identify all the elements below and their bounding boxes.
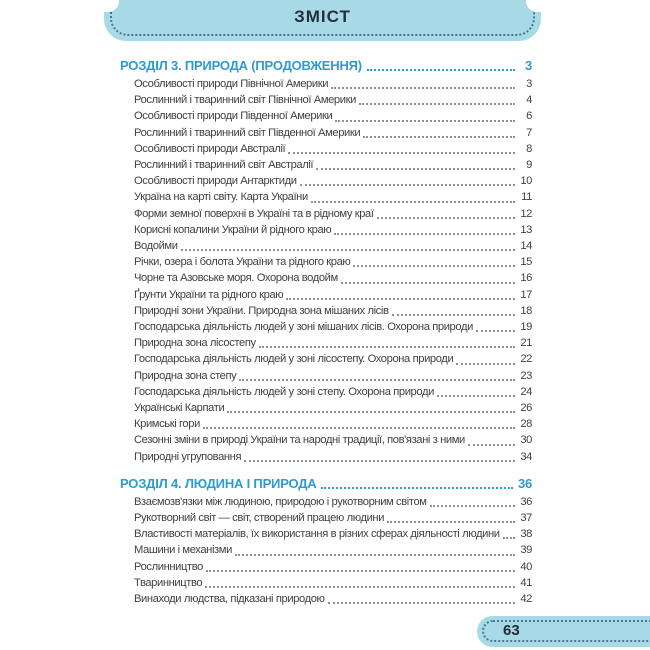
toc-entry-page-number: 11: [521, 191, 532, 204]
dot-leader: [300, 184, 515, 186]
toc-entry-label: Корисні копалини України й рідного краю: [134, 223, 332, 236]
section-entries: [120, 76, 532, 465]
toc-entry-page-number: 24: [520, 385, 532, 398]
toc-entry-label: Рукотворний світ — світ, створений працею людини: [134, 512, 385, 525]
toc-entry-label: Річки, озера і болота України та рідного краю: [134, 256, 351, 269]
toc-entry: [120, 157, 532, 173]
toc-entry: [120, 76, 532, 92]
dot-leader: [377, 217, 515, 219]
dot-leader: [227, 411, 515, 413]
section-title: РОЗДІЛ 4. ЛЮДИНА І ПРИРОДА: [120, 475, 317, 491]
toc-entry: [120, 238, 532, 254]
toc-entry-label: Властивості матеріалів, їх використання в різних сферах діяльності людини: [134, 528, 500, 541]
toc-entry: [120, 384, 532, 400]
toc-entry-label: Машини і механізми: [134, 544, 232, 557]
toc-entry-label: Форми земної поверхні в Україні та в рідному краї: [134, 207, 374, 220]
toc-entry: [120, 351, 532, 367]
toc-entry-page-number: 15: [520, 256, 532, 269]
dot-leader: [359, 103, 515, 105]
toc-entry-page-number: 4: [526, 94, 532, 107]
toc-entry-label: Природна зона степу: [134, 369, 237, 382]
toc-entry-label: Українські Карпати: [134, 402, 225, 415]
toc-entry-page-number: 17: [520, 288, 532, 301]
toc-entry-label: Природні угруповання: [134, 450, 242, 463]
section-title: РОЗДІЛ 3. ПРИРОДА (ПРОДОВЖЕННЯ): [120, 58, 362, 73]
toc-entry: [120, 400, 532, 416]
toc-entry: [120, 319, 532, 335]
toc-entry-page-number: 3: [526, 78, 532, 90]
toc-section: [120, 475, 532, 607]
toc-entry-label: Тваринництво: [134, 576, 203, 589]
toc-entry: [120, 254, 532, 270]
toc-entry-label: Особливості природи Північної Америки: [134, 78, 329, 90]
toc-entry-page-number: 38: [520, 528, 532, 541]
toc-entry-page-number: 8: [526, 142, 532, 155]
page-number: 63: [503, 622, 520, 639]
toc-entry: [120, 335, 532, 351]
dot-leader: [367, 69, 515, 71]
dot-leader: [341, 282, 515, 284]
toc-entry: [120, 542, 532, 558]
toc-entry-page-number: 39: [520, 544, 532, 557]
dot-leader: [430, 505, 515, 507]
dot-leader: [239, 379, 515, 381]
toc-entry: [120, 526, 532, 542]
toc-entry-label: Водойми: [134, 240, 178, 253]
dot-leader: [387, 521, 515, 523]
toc-entry-page-number: 18: [520, 304, 532, 317]
toc-entry: [120, 222, 532, 238]
section-heading: [120, 57, 532, 74]
toc-entry: [120, 92, 532, 108]
toc-entry: [120, 141, 532, 157]
dot-leader: [235, 554, 515, 556]
toc-entry-label: Господарська діяльність людей у зоні мішаних лісів. Охорона природи: [134, 321, 473, 334]
toc-entry: [120, 559, 532, 575]
toc-entry-page-number: 10: [520, 175, 532, 188]
toc-entry-label: Природна зона лісостепу: [134, 337, 256, 350]
toc-entry-page-number: 28: [520, 418, 532, 431]
dot-leader: [328, 602, 515, 604]
toc-entry-page-number: 16: [520, 272, 532, 285]
dot-leader: [334, 233, 515, 235]
toc-entry-page-number: 21: [520, 337, 532, 350]
toc-entry-label: Господарська діяльність людей у зоні лісостепу. Охорона природи: [134, 353, 454, 366]
dot-leader: [244, 460, 515, 462]
toc-entry-label: Чорне та Азовське моря. Охорона водойм: [134, 272, 338, 285]
toc-entry-label: Особливості природи Антарктиди: [134, 175, 297, 188]
toc-entry-page-number: 37: [520, 512, 532, 525]
contents-header-tab: [104, 0, 541, 41]
toc-entry-label: Рослинний і тваринний світ Північної Америки: [134, 94, 356, 107]
toc-entry-page-number: 42: [520, 593, 532, 606]
toc-entry: [120, 510, 532, 526]
dot-leader: [363, 136, 515, 138]
dot-leader: [468, 444, 515, 446]
dot-leader: [205, 586, 515, 588]
toc-entry: [120, 432, 532, 448]
toc-entry-page-number: 13: [520, 223, 532, 236]
dot-leader: [437, 395, 515, 397]
toc-entry: [120, 303, 532, 319]
toc-entry-label: Особливості природи Південної Америки: [134, 110, 333, 123]
dot-leader: [181, 249, 515, 251]
toc-entry-label: Рослинний і тваринний світ Австралії: [134, 159, 314, 172]
toc-entry-label: Україна на карті світу. Карта України: [134, 191, 308, 204]
dot-leader: [335, 120, 515, 122]
toc-section: [120, 57, 532, 465]
dot-leader: [288, 152, 515, 154]
toc-entry: [120, 368, 532, 384]
toc-entry-page-number: 14: [520, 240, 532, 253]
toc-entry: [120, 449, 532, 465]
dot-leader: [503, 537, 515, 539]
toc-entry-page-number: 12: [520, 207, 532, 220]
toc-entry-page-number: 7: [526, 126, 532, 139]
toc-entry: [120, 125, 532, 141]
toc-entry-page-number: 41: [520, 576, 532, 589]
toc-entry-page-number: 19: [520, 321, 532, 334]
toc-entry-label: Особливості природи Австралії: [134, 142, 286, 155]
section-entries: [120, 494, 532, 607]
toc-entry-label: Рослинництво: [134, 560, 203, 573]
dot-leader: [456, 363, 515, 365]
toc-entry-page-number: 22: [520, 353, 532, 366]
toc-entry-label: Природні зони України. Природна зона мішаних лісів: [134, 304, 389, 317]
dot-leader: [353, 265, 515, 267]
toc-entry: [120, 416, 532, 432]
toc-entry-label: Сезонні зміни в природі України та народні традиції, пов'язані з ними: [134, 434, 465, 447]
toc-entry-page-number: 23: [520, 369, 532, 382]
toc-entry-page-number: 30: [520, 434, 532, 447]
dot-leader: [206, 570, 515, 572]
section-page-number: 36: [517, 475, 532, 491]
toc-entry: [120, 206, 532, 222]
toc-entry: [120, 270, 532, 286]
toc-entry-label: Взаємозв'язки між людиною, природою і рукотворним світом: [134, 495, 427, 508]
toc-entry-page-number: 40: [520, 560, 532, 573]
dot-leader: [331, 87, 515, 89]
dot-leader: [321, 487, 512, 489]
toc-entry-page-number: 36: [520, 495, 532, 508]
page-title: ЗМІСТ: [294, 7, 351, 26]
toc-entry: [120, 173, 532, 189]
toc-entry-page-number: 9: [526, 159, 532, 172]
section-page-number: 3: [524, 58, 532, 73]
toc-entry: [120, 287, 532, 303]
toc-entry: [120, 494, 532, 510]
toc-entry-label: Ґрунти України та рідного краю: [134, 288, 284, 301]
toc-entry: [120, 108, 532, 124]
toc-entry: [120, 591, 532, 607]
toc-entry-page-number: 6: [526, 110, 532, 123]
toc-entry-page-number: 34: [520, 450, 532, 463]
dot-leader: [316, 168, 515, 170]
toc-entry-label: Рослинний і тваринний світ Південної Америки: [134, 126, 361, 139]
page-number-pill: [477, 616, 650, 647]
dot-leader: [476, 330, 515, 332]
table-of-contents: [120, 55, 532, 607]
toc-entry-label: Господарська діяльність людей у зоні степу. Охорона природи: [134, 385, 434, 398]
section-heading: [120, 475, 532, 492]
dot-leader: [392, 314, 516, 316]
dot-leader: [203, 427, 515, 429]
toc-entry-label: Кримські гори: [134, 418, 200, 431]
toc-entry-page-number: 26: [520, 402, 532, 415]
toc-entry-label: Винаходи людства, підказані природою: [134, 593, 325, 606]
dot-leader: [311, 201, 515, 203]
dot-leader: [286, 298, 515, 300]
toc-entry: [120, 189, 532, 205]
toc-entry: [120, 575, 532, 591]
dot-leader: [259, 346, 515, 348]
